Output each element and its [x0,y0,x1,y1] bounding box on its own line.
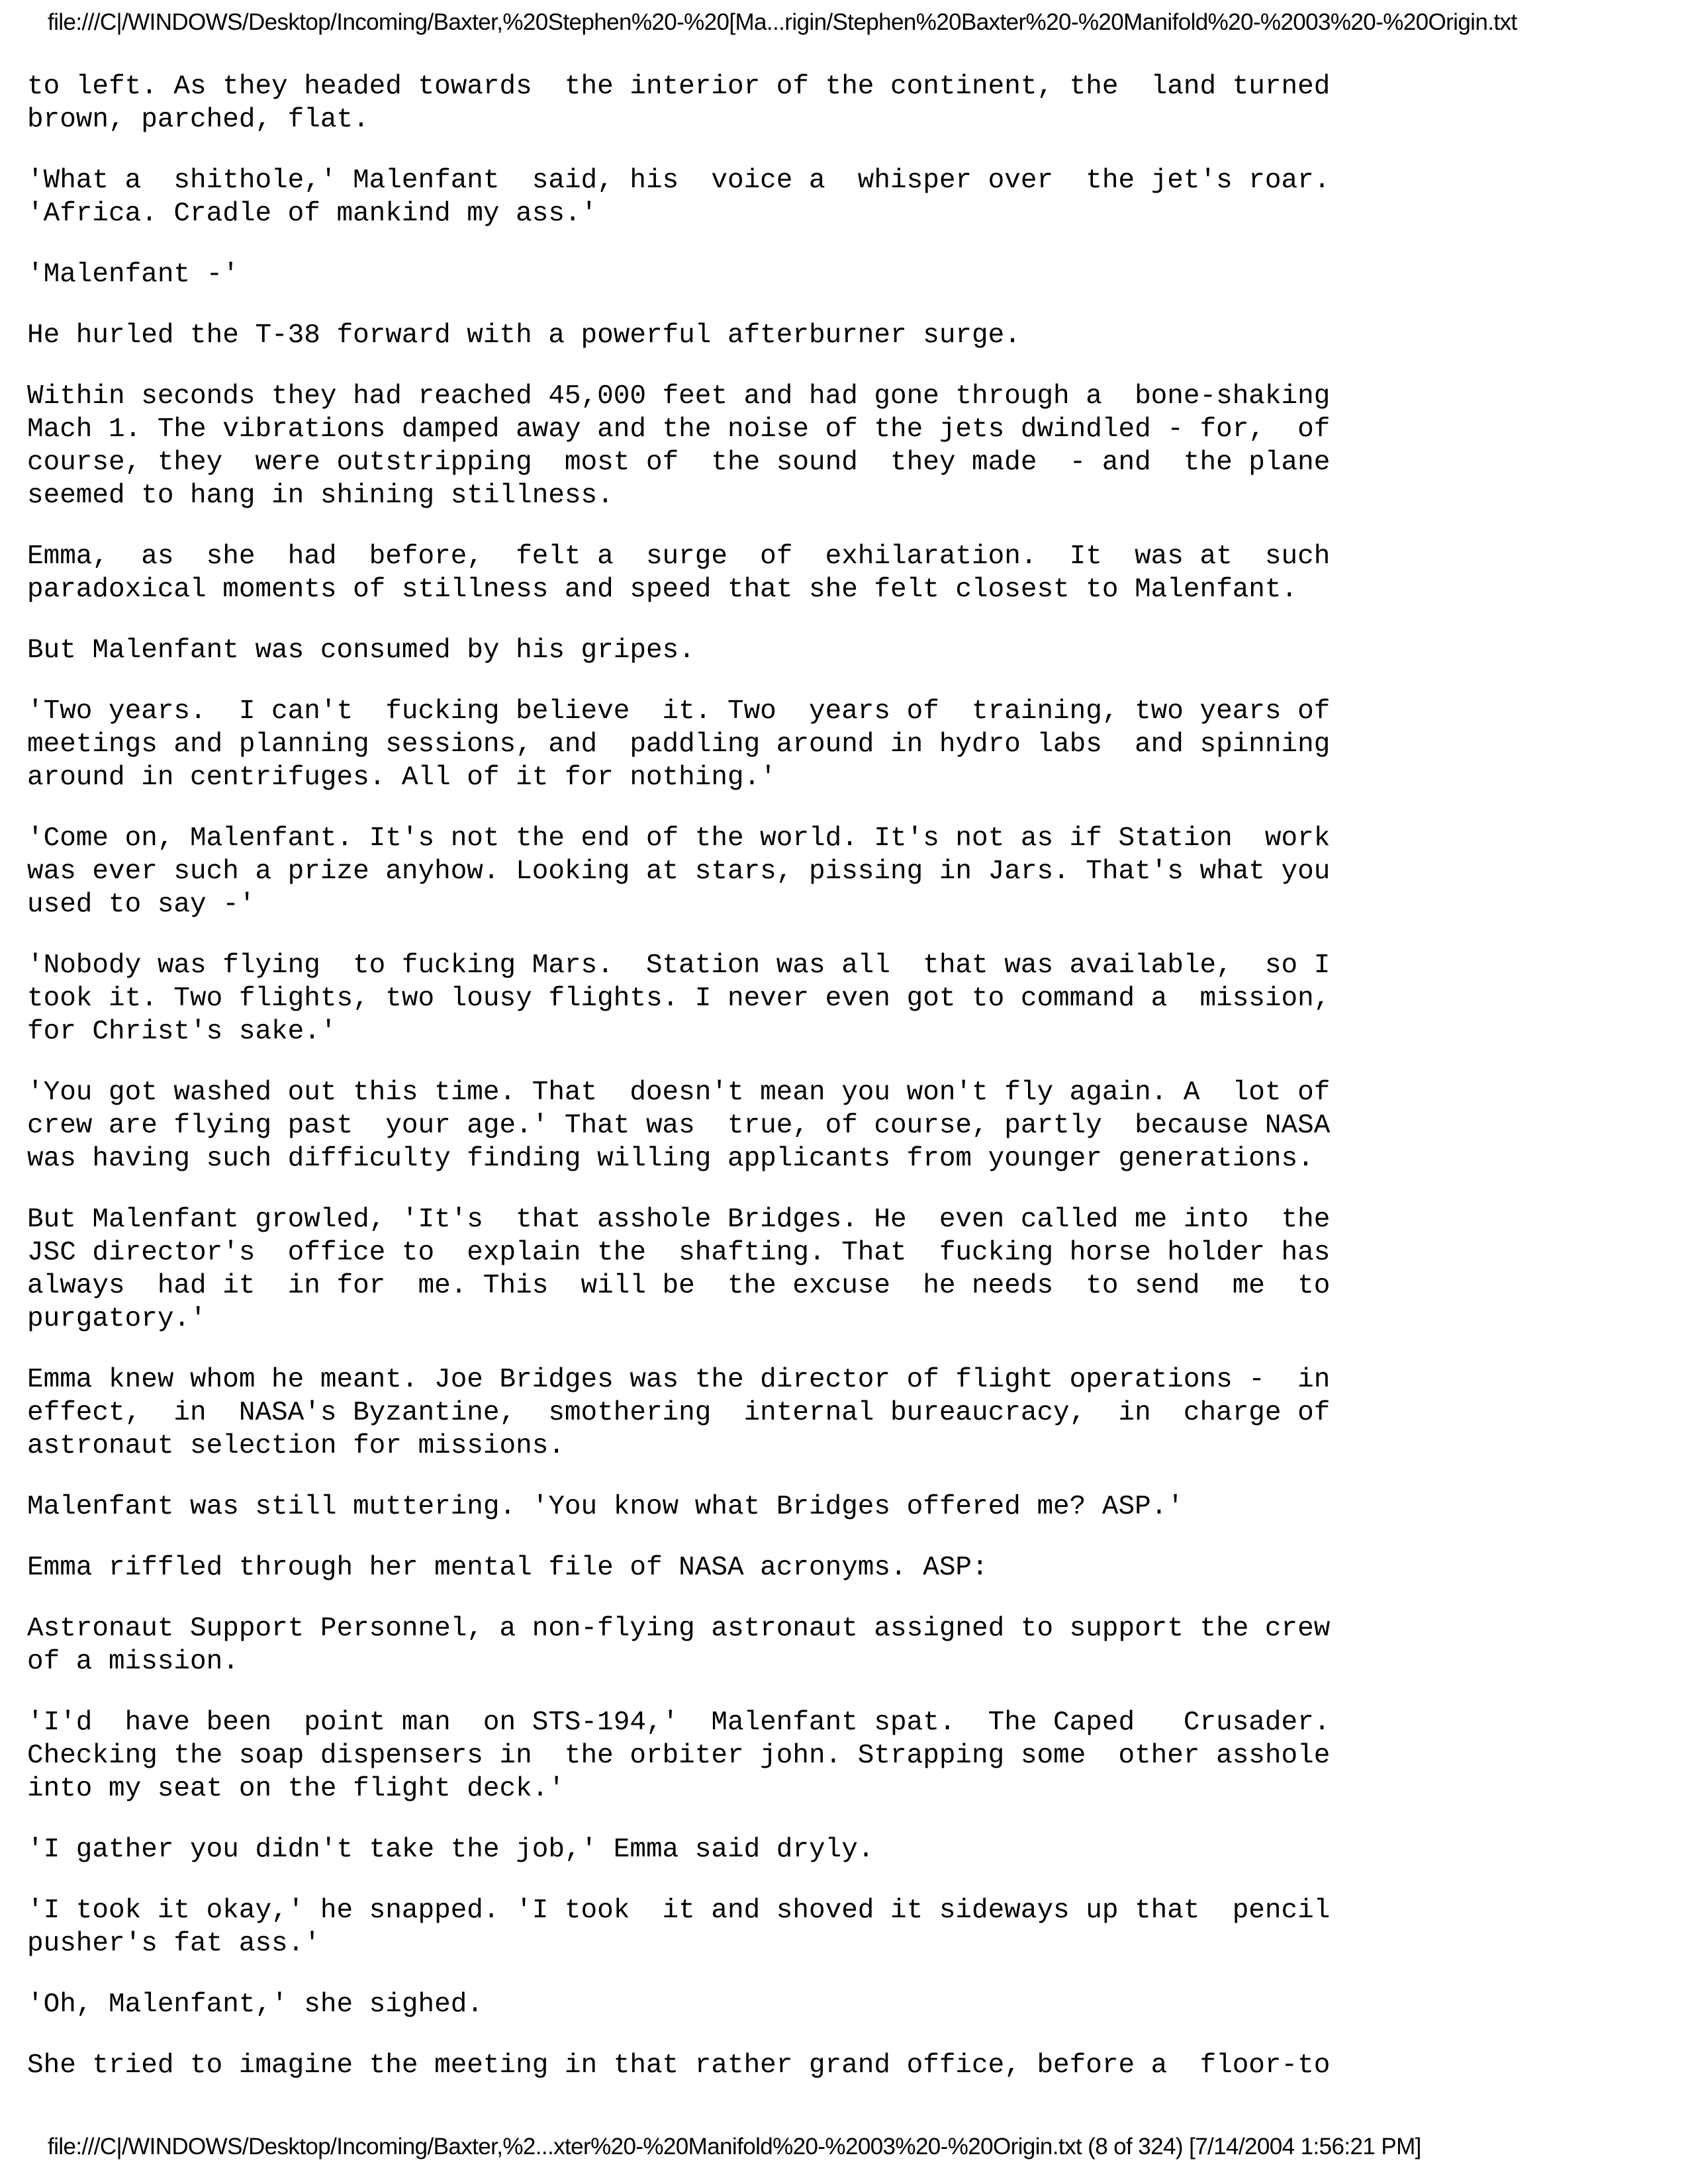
text-line: pusher's fat ass.' [27,1929,320,1959]
paragraph [27,258,1364,291]
text-line: took it. Two flights, two lousy flights. I never even got to command a mission, [27,983,1331,1014]
paragraph [27,634,1364,667]
paragraph [27,2049,1364,2082]
text-line: Emma knew whom he meant. Joe Bridges was the director of flight operations - in [27,1365,1331,1395]
text-line: astronaut selection for missions. [27,1431,565,1461]
paragraph [27,319,1364,352]
paragraph [27,380,1364,512]
paragraph [27,70,1364,136]
text-line: into my seat on the flight deck.' [27,1774,565,1804]
paragraph [27,695,1364,794]
text-line: brown, parched, flat. [27,105,369,135]
text-line: crew are flying past your age.' That was true, of course, partly because NASA [27,1111,1331,1141]
text-line: was ever such a prize anyhow. Looking at stars, pissing in Jars. That's what you [27,856,1331,887]
text-line: 'I took it okay,' he snapped. 'I took it and shoved it sideways up that pencil [27,1895,1331,1926]
text-line: But Malenfant was consumed by his gripes. [27,635,695,666]
text-line: 'Malenfant -' [27,259,239,290]
text-line: But Malenfant growled, 'It's that asshole Bridges. He even called me into the [27,1205,1331,1235]
text-line: 'I'd have been point man on STS-194,' Malenfant spat. The Caped Crusader. [27,1707,1331,1738]
text-line: around in centrifuges. All of it for nothing.' [27,762,776,793]
text-line: 'Come on, Malenfant. It's not the end of the world. It's not as if Station work [27,823,1331,854]
text-line: Checking the soap dispensers in the orbiter john. Strapping some other asshole [27,1741,1331,1771]
paragraph [27,949,1364,1048]
paragraph [27,822,1364,921]
text-line: effect, in NASA's Byzantine, smothering internal bureaucracy, in charge of [27,1398,1331,1428]
paragraph [27,1363,1364,1463]
paragraph [27,164,1364,230]
text-line: Astronaut Support Personnel, a non-flying astronaut assigned to support the crew [27,1614,1331,1644]
text-line: He hurled the T-38 forward with a powerful afterburner surge. [27,320,1021,351]
text-line: Malenfant was still muttering. 'You know what Bridges offered me? ASP.' [27,1492,1184,1522]
paragraph [27,1203,1364,1336]
text-line: was having such difficulty finding willing applicants from younger generations. [27,1144,1314,1174]
text-line: Within seconds they had reached 45,000 feet and had gone through a bone-shaking [27,381,1331,412]
text-line: Mach 1. The vibrations damped away and the noise of the jets dwindled - for, of [27,414,1331,445]
paragraph [27,1612,1364,1678]
text-line: 'Two years. I can't fucking believe it. Two years of training, two years of [27,696,1331,727]
paragraph [27,1490,1364,1524]
text-line: Emma riffled through her mental file of NASA acronyms. ASP: [27,1553,988,1583]
text-line: Emma, as she had before, felt a surge of exhilaration. It was at such [27,541,1331,572]
text-line: 'Africa. Cradle of mankind my ass.' [27,199,598,229]
paragraph [27,1076,1364,1175]
text-line: course, they were outstripping most of the sound they made - and the plane [27,447,1331,478]
text-line: meetings and planning sessions, and paddling around in hydro labs and spinning [27,729,1331,760]
paragraph [27,1894,1364,1960]
text-line: for Christ's sake.' [27,1017,337,1047]
text-line: to left. As they headed towards the interior of the continent, the land turned [27,71,1331,102]
text-line: She tried to imagine the meeting in that rather grand office, before a floor-to [27,2050,1331,2081]
text-line: 'I gather you didn't take the job,' Emma said dryly. [27,1835,874,1865]
paragraph [27,1988,1364,2021]
text-line: of a mission. [27,1647,239,1677]
text-line: 'Oh, Malenfant,' she sighed. [27,1989,483,2020]
text-line: 'What a shithole,' Malenfant said, his voice a whisper over the jet's roar. [27,165,1331,196]
paragraph [27,1833,1364,1866]
text-line: purgatory.' [27,1304,207,1334]
text-line: seemed to hang in shining stillness. [27,480,614,511]
text-line: JSC director's office to explain the shafting. That fucking horse holder has [27,1238,1331,1268]
text-line: 'Nobody was flying to fucking Mars. Station was all that was available, so I [27,950,1331,981]
text-line: always had it in for me. This will be the excuse he needs to send me to [27,1271,1331,1301]
text-line: used to say -' [27,889,256,920]
paragraph [27,1551,1364,1584]
paragraph [27,1706,1364,1805]
footer-file-path: file:///C|/WINDOWS/Desktop/Incoming/Baxter,%2...xter%20-%20Manifold%20-%2003%20-%20Origin.txt (8 of 324) [7/14/2004 1:56:21 PM] [48,2134,1421,2160]
document-body [27,70,1364,2110]
paragraph [27,540,1364,606]
text-line: paradoxical moments of stillness and speed that she felt closest to Malenfant. [27,574,1298,605]
text-line: 'You got washed out this time. That doesn't mean you won't fly again. A lot of [27,1077,1331,1108]
header-file-path: file:///C|/WINDOWS/Desktop/Incoming/Baxter,%20Stephen%20-%20[Ma...rigin/Stephen%20Baxter%20-%20Manifold%20-%2003%20-%20Origin.txt [48,9,1517,35]
